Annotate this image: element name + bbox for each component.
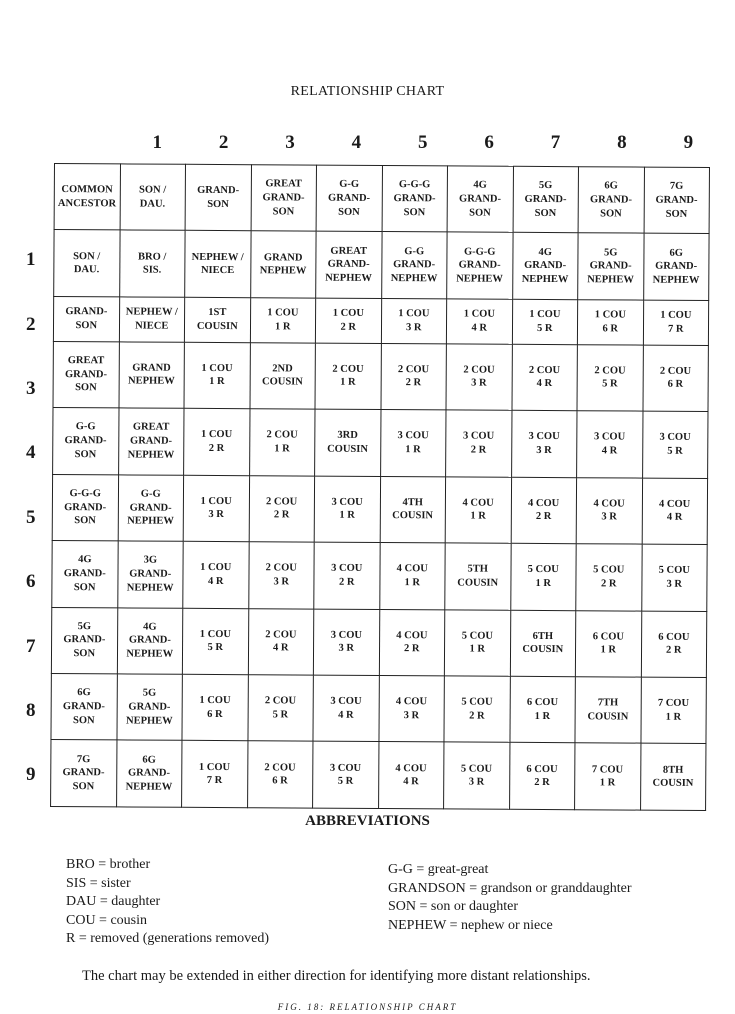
table-row xyxy=(54,164,709,234)
table-cell: 7G GRAND- SON xyxy=(51,740,117,807)
table-cell: 3 COU 5 R xyxy=(642,411,708,478)
table-cell: NEPHEW / NIECE xyxy=(185,231,251,298)
table-cell: 6 COU 2 R xyxy=(509,743,575,810)
row-number: 2 xyxy=(26,313,36,335)
table-cell: 7 COU 1 R xyxy=(575,743,641,810)
table-cell: 4G GRAND- SON xyxy=(52,541,118,608)
table-row xyxy=(53,408,708,478)
table-cell: 1 COU 3 R xyxy=(183,475,249,542)
table-cell: 4 COU 1 R xyxy=(379,543,445,610)
row-number: 6 xyxy=(26,571,36,593)
table-cell: 5 COU 3 R xyxy=(641,544,707,611)
table-cell: 1 COU 6 R xyxy=(182,674,248,741)
table-cell: 4 COU 4 R xyxy=(378,742,444,809)
table-cell: 1 COU 5 R xyxy=(512,299,578,344)
column-number: 7 xyxy=(550,132,561,153)
table-cell: 6 COU 1 R xyxy=(509,676,575,743)
table-cell: G-G-G GRAND- SON xyxy=(52,474,118,541)
table-cell: 5G GRAND- NEPHEW xyxy=(578,233,644,300)
table-cell: 2 COU 5 R xyxy=(577,344,643,411)
table-cell: GRAND- SON xyxy=(185,164,251,231)
column-number: 1 xyxy=(152,132,162,153)
table-row xyxy=(54,230,709,300)
table-cell: GRAND NEPHEW xyxy=(250,231,316,298)
table-cell: 1ST COUSIN xyxy=(184,297,250,342)
table-cell: 6G GRAND- NEPHEW xyxy=(643,234,709,301)
table-cell: 1 COU 1 R xyxy=(184,342,250,409)
table-cell: 2 COU 6 R xyxy=(247,741,313,808)
table-cell: 6 COU 1 R xyxy=(575,610,641,677)
table-cell: 6G GRAND- NEPHEW xyxy=(116,740,182,807)
table-cell: 1 COU 3 R xyxy=(381,298,447,343)
table-cell: 2 COU 2 R xyxy=(249,475,315,542)
relationship-table xyxy=(50,163,710,811)
table-cell: 1 COU 6 R xyxy=(577,300,643,345)
table-cell: 4 COU 3 R xyxy=(576,477,642,544)
table-cell: 2 COU 1 R xyxy=(249,409,315,476)
table-cell: G-G-G GRAND- NEPHEW xyxy=(447,232,513,299)
table-cell: 5 COU 1 R xyxy=(444,609,510,676)
table-cell: 2 COU 2 R xyxy=(380,343,446,410)
table-cell: GREAT GRAND- SON xyxy=(251,165,317,232)
abbreviation-item: NEPHEW = nephew or niece xyxy=(388,917,553,933)
table-cell: 5 COU 2 R xyxy=(444,676,510,743)
table-cell: 4 COU 2 R xyxy=(511,477,577,544)
abbreviation-item: SIS = sister xyxy=(66,875,131,891)
table-cell: 5 COU 1 R xyxy=(510,543,576,610)
table-cell: 6 COU 2 R xyxy=(641,611,707,678)
abbreviation-item: G-G = great-great xyxy=(388,862,489,877)
table-cell: GREAT GRAND- NEPHEW xyxy=(316,232,382,299)
table-row xyxy=(52,541,707,611)
table-cell: G-G GRAND- SON xyxy=(316,165,382,232)
table-cell: 4G GRAND- NEPHEW xyxy=(117,607,183,674)
abbreviation-item: R = removed (generations removed) xyxy=(66,931,270,946)
column-number: 6 xyxy=(484,132,494,153)
table-row xyxy=(51,673,706,743)
table-cell: SON / DAU. xyxy=(120,164,186,231)
table-cell: 4 COU 3 R xyxy=(378,675,444,742)
table-cell: 7G GRAND- SON xyxy=(644,167,710,234)
table-cell: 3 COU 1 R xyxy=(380,410,446,477)
table-cell: 1 COU 7 R xyxy=(182,741,248,808)
abbreviations-left-list xyxy=(66,856,269,949)
table-cell: GREAT GRAND- NEPHEW xyxy=(118,408,184,475)
table-cell: 3 COU 5 R xyxy=(313,742,379,809)
footnote: The chart may be extended in either direction for identifying more distant relationships. xyxy=(82,968,591,984)
table-cell: 8TH COUSIN xyxy=(640,744,706,811)
table-cell: 5G GRAND- NEPHEW xyxy=(116,674,182,741)
table-cell: 4 COU 1 R xyxy=(445,477,511,544)
table-cell: 2 COU 6 R xyxy=(642,345,708,412)
table-cell: 3G GRAND- NEPHEW xyxy=(117,541,183,608)
column-number: 9 xyxy=(683,132,694,153)
table-cell: 4G GRAND- SON xyxy=(447,166,513,233)
column-number: 2 xyxy=(218,132,229,153)
row-number: 8 xyxy=(26,699,36,721)
column-number: 8 xyxy=(617,132,627,153)
table-cell: 1 COU 7 R xyxy=(643,300,709,345)
table-cell: 3 COU 4 R xyxy=(313,675,379,742)
table-cell: 3RD COUSIN xyxy=(315,409,381,476)
table-cell: G-G GRAND- NEPHEW xyxy=(381,232,447,299)
row-number: 9 xyxy=(26,764,36,786)
table-cell: G-G-G GRAND- SON xyxy=(382,166,448,233)
row-number: 7 xyxy=(26,635,36,657)
table-cell: 1 COU 2 R xyxy=(315,298,381,343)
table-row xyxy=(53,341,708,411)
table-cell: 1 COU 4 R xyxy=(446,299,512,344)
abbreviation-item: DAU = daughter xyxy=(66,894,161,909)
table-cell: 5G GRAND- SON xyxy=(513,166,579,233)
table-cell: BRO / SIS. xyxy=(119,230,185,297)
table-cell: 6G GRAND- SON xyxy=(578,167,644,234)
table-cell: 1 COU 2 R xyxy=(184,408,250,475)
row-numbers xyxy=(26,228,36,808)
table-cell: 2ND COUSIN xyxy=(250,342,316,409)
row-number: 5 xyxy=(26,506,36,528)
table-cell: 2 COU 1 R xyxy=(315,343,381,410)
column-number: 3 xyxy=(285,132,295,153)
table-cell: 1 COU 1 R xyxy=(250,298,316,343)
table-cell: 5 COU 2 R xyxy=(576,544,642,611)
table-cell: NEPHEW / NIECE xyxy=(119,297,185,342)
table-cell: GREAT GRAND- SON xyxy=(53,341,119,408)
table-cell: 5TH COUSIN xyxy=(445,543,511,610)
table-cell: GRAND NEPHEW xyxy=(119,342,185,409)
column-numbers xyxy=(124,132,722,154)
table-row xyxy=(51,740,706,811)
table-cell: 1 COU 5 R xyxy=(182,608,248,675)
row-number: 4 xyxy=(26,442,36,464)
table-row xyxy=(51,607,706,677)
table-cell: 3 COU 3 R xyxy=(511,410,577,477)
table-cell: 2 COU 4 R xyxy=(511,344,577,411)
table-cell: 4 COU 2 R xyxy=(379,609,445,676)
abbreviation-item: SON = son or daughter xyxy=(388,899,518,914)
table-cell: 6TH COUSIN xyxy=(510,610,576,677)
row-number: 1 xyxy=(26,249,36,271)
table-cell: 6G GRAND- SON xyxy=(51,673,117,740)
table-cell: 4TH COUSIN xyxy=(380,476,446,543)
table-cell: 3 COU 4 R xyxy=(577,411,643,478)
table-cell: 3 COU 3 R xyxy=(313,609,379,676)
table-cell: 2 COU 5 R xyxy=(247,675,313,742)
abbreviation-item: COU = cousin xyxy=(66,912,148,928)
table-row xyxy=(53,296,708,345)
table-cell: 7TH COUSIN xyxy=(575,677,641,744)
column-number: 5 xyxy=(418,132,428,153)
table-cell: 2 COU 3 R xyxy=(446,344,512,411)
table-cell: 3 COU 1 R xyxy=(314,476,380,543)
table-cell: 5 COU 3 R xyxy=(444,742,510,809)
column-number: 4 xyxy=(351,132,362,153)
table-cell: 7 COU 1 R xyxy=(640,677,706,744)
abbreviation-item: GRANDSON = grandson or granddaughter xyxy=(388,880,632,896)
table-cell: 4G GRAND- NEPHEW xyxy=(512,233,578,300)
table-cell: 3 COU 2 R xyxy=(446,410,512,477)
table-cell: 2 COU 4 R xyxy=(248,608,314,675)
table-cell: 3 COU 2 R xyxy=(314,542,380,609)
abbreviation-item: BRO = brother xyxy=(66,857,151,872)
table-cell: 4 COU 4 R xyxy=(642,478,708,545)
page-title: RELATIONSHIP CHART xyxy=(290,84,445,99)
table-cell: 2 COU 3 R xyxy=(248,542,314,609)
abbreviations-right-list xyxy=(388,861,632,935)
table-cell: 5G GRAND- SON xyxy=(51,607,117,674)
row-number: 3 xyxy=(26,377,36,399)
table-row xyxy=(52,474,707,544)
table-cell: G-G GRAND- NEPHEW xyxy=(118,475,184,542)
table-cell: COMMON ANCESTOR xyxy=(54,164,120,231)
abbreviations-heading: ABBREVIATIONS xyxy=(305,813,430,829)
table-cell: SON / DAU. xyxy=(54,230,120,297)
table-cell: 1 COU 4 R xyxy=(183,541,249,608)
table-cell: GRAND- SON xyxy=(53,296,119,341)
table-cell: G-G GRAND- SON xyxy=(53,408,119,475)
figure-caption: FIG. 18: RELATIONSHIP CHART xyxy=(277,1002,458,1012)
